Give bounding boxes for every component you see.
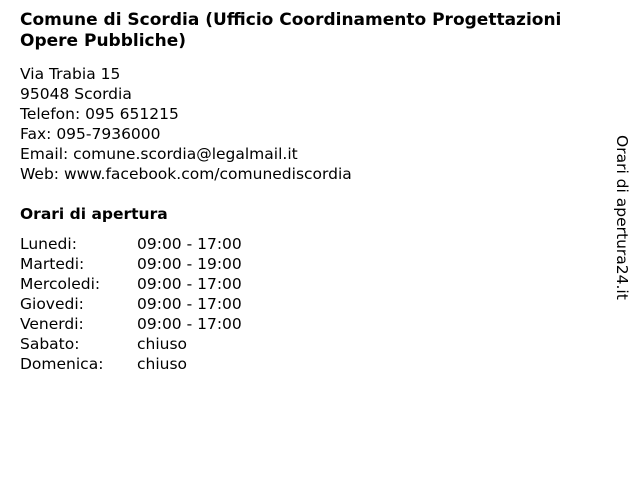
phone-number: Telefon: 095 651215 bbox=[20, 105, 179, 123]
contact-info bbox=[20, 64, 352, 184]
time-value: 09:00 - 19:00 bbox=[137, 255, 242, 273]
street-address: Via Trabia 15 bbox=[20, 65, 121, 83]
day-label: Mercoledi: bbox=[20, 275, 101, 293]
hours-row-wednesday bbox=[20, 274, 242, 294]
day-label: Giovedi: bbox=[20, 295, 84, 313]
hours-row-saturday bbox=[20, 334, 242, 354]
email-address: Email: comune.scordia@legalmail.it bbox=[20, 145, 298, 163]
city-address: 95048 Scordia bbox=[20, 85, 132, 103]
fax-number: Fax: 095-7936000 bbox=[20, 125, 161, 143]
time-value: chiuso bbox=[137, 335, 188, 353]
hours-row-monday bbox=[20, 234, 242, 254]
day-label: Venerdi: bbox=[20, 315, 84, 333]
day-label: Martedi: bbox=[20, 255, 85, 273]
time-value: 09:00 - 17:00 bbox=[137, 275, 242, 293]
hours-row-friday bbox=[20, 314, 242, 334]
day-label: Lunedi: bbox=[20, 235, 77, 253]
site-watermark: Orari di apertura24.it bbox=[613, 135, 631, 300]
hours-row-sunday bbox=[20, 354, 242, 374]
time-value: 09:00 - 17:00 bbox=[137, 295, 242, 313]
hours-row-thursday bbox=[20, 294, 242, 314]
time-value: 09:00 - 17:00 bbox=[137, 235, 242, 253]
time-value: chiuso bbox=[137, 355, 188, 373]
hours-row-tuesday bbox=[20, 254, 242, 274]
website: Web: www.facebook.com/comunediscordia bbox=[20, 165, 352, 183]
time-value: 09:00 - 17:00 bbox=[137, 315, 242, 333]
opening-hours-table bbox=[20, 234, 242, 374]
day-label: Domenica: bbox=[20, 355, 104, 373]
page-title: Comune di Scordia (Ufficio Coordinamento Progettazioni Opere Pubbliche) bbox=[20, 10, 562, 51]
day-label: Sabato: bbox=[20, 335, 80, 353]
opening-hours-heading: Orari di apertura bbox=[20, 205, 168, 223]
